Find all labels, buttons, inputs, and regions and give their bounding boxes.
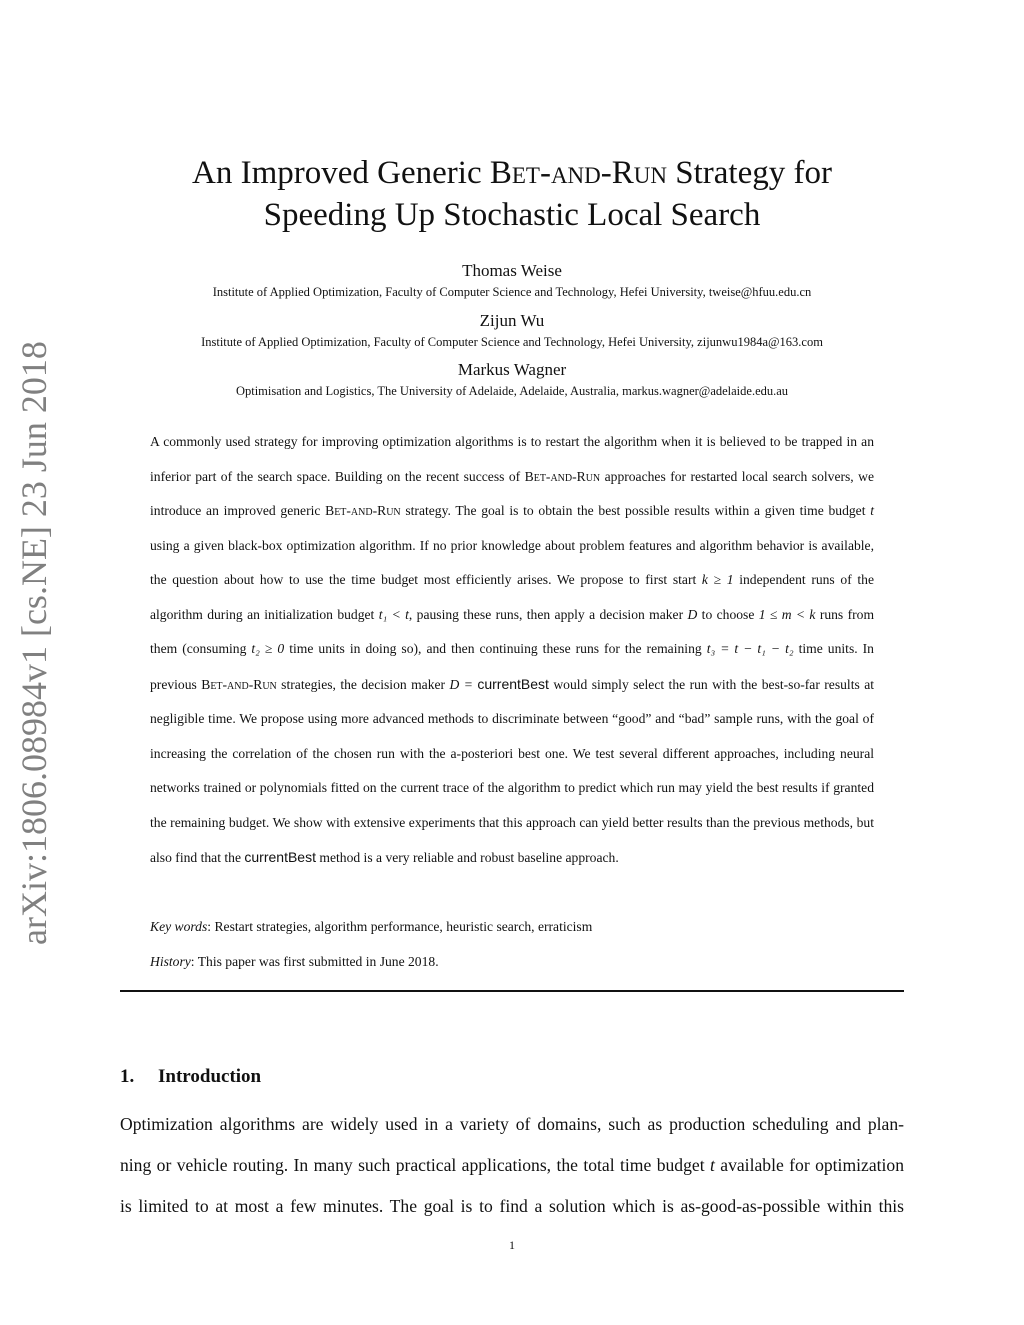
bet-and-run-smallcaps: Bet-and-Run bbox=[489, 155, 667, 191]
history-label: History bbox=[150, 954, 191, 969]
paper-title bbox=[120, 152, 904, 236]
current-best-term: currentBest bbox=[477, 675, 549, 692]
keywords: Key words: Restart strategies, algorithm performance, heuristic search, erraticism bbox=[150, 919, 593, 934]
page-number: 1 bbox=[509, 1238, 515, 1252]
intro-line-1: Optimization algorithms are widely used in a variety of domains, such as production scheduling and plan- bbox=[120, 1114, 904, 1134]
section-title: Introduction bbox=[158, 1066, 262, 1087]
introduction-body bbox=[120, 1104, 904, 1227]
author-name-3: Markus Wagner bbox=[457, 360, 567, 379]
keywords-value: Restart strategies, algorithm performance, heuristic search, erraticism bbox=[214, 919, 593, 934]
author-affiliation-1: Institute of Applied Optimization, Faculty of Computer Science and Technology, Hefei University, tweise@hfuu.edu.cn bbox=[212, 285, 812, 299]
arxiv-identifier bbox=[6, 341, 62, 945]
abstract-separator-rule bbox=[120, 990, 904, 992]
arxiv-identifier-text: arXiv:1806.08984v1 [cs.NE] 23 Jun 2018 bbox=[14, 341, 54, 945]
keywords-label: Key words bbox=[150, 919, 208, 934]
title-line-2: Speeding Up Stochastic Local Search bbox=[263, 197, 761, 233]
history-value: This paper was first submitted in June 2018. bbox=[197, 954, 439, 969]
author-affiliation-3: Optimisation and Logistics, The University of Adelaide, Adelaide, Australia, markus.wagner@adelaide.edu.au bbox=[235, 384, 789, 398]
title-line-1: An Improved Generic Bet-and-Run Strategy for bbox=[192, 155, 832, 191]
intro-line-3: is limited to at most a few minutes. The goal is to find a solution which is as-good-as-possible within this bbox=[120, 1196, 904, 1216]
author-affiliation-2: Institute of Applied Optimization, Faculty of Computer Science and Technology, Hefei University, zijunwu1984a@163.com bbox=[201, 335, 823, 349]
section-heading-introduction bbox=[120, 1066, 261, 1088]
history: History: This paper was first submitted in June 2018. bbox=[150, 954, 439, 969]
current-best-term-2: currentBest bbox=[244, 849, 316, 865]
abstract: A commonly used strategy for improving optimization algorithms is to restart the algorithm when it is believed to be trapped in an inferior part of the search space. Building on the recent success of Bet-and-Run approaches for restarted local search solvers, we introduce an improved generic Bet-and-Run strategy. The goal is to obtain the best possible results within a given time budget t using a given black-box optimization algorithm. If no prior knowledge about problem features and algorithm behavior is available, the question about how to use the time budget most efficiently arises. We propose to first start k ≥ 1 independent runs of the algorithm during an initialization budget t₁ < t, pausing these runs, then apply a decision maker D to choose 1 ≤ m < k runs from them (consuming t₂ ≥ 0 time units in doing so), and then continuing these runs for the remaining t₃ = t − t₁ − t₂ time units. In previous Bet-and-Run strategies, the decision maker D = currentBest would simply select the run with the best-so-far results at negligible time. We propose using more advanced methods to discriminate between “good” and “bad” sample runs, with the goal of increasing the correlation of the chosen run with the a-posteriori best one. We test several different approaches, including neural networks trained or polynomials fitted on the current trace of the algorithm to predict which run may yield the best results if granted the remaining budget. We show with extensive experiments that this approach can yield better results than the previous methods, but also find that the currentBest method is a very reliable and robust baseline approach. bbox=[150, 434, 875, 865]
author-name-2: Zijun Wu bbox=[479, 311, 545, 330]
section-number: 1. bbox=[120, 1066, 135, 1087]
author-name-1: Thomas Weise bbox=[462, 261, 562, 280]
intro-line-2: ning or vehicle routing. In many such practical applications, the total time budget t available for optimization bbox=[120, 1155, 905, 1175]
